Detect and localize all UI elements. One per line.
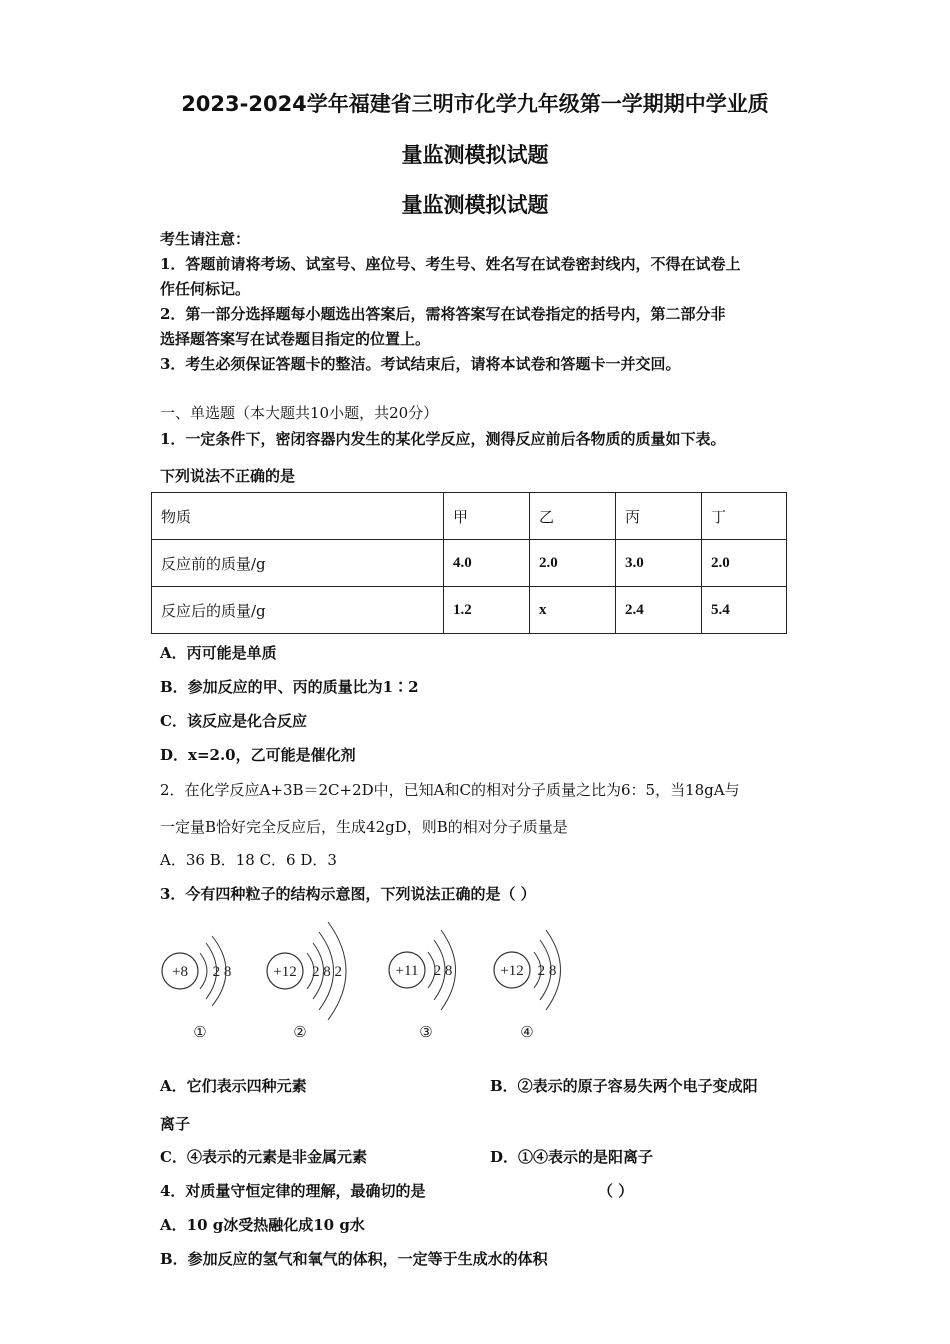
question-1-option-a: A．丙可能是单质 [160,644,277,662]
question-1-stem-cont: 下列说法不正确的是 [160,467,296,485]
electron-shells: 2 8 [537,963,557,979]
question-3-option-b-cont: 离子 [160,1115,191,1133]
particle-diagram-2 [267,922,346,1041]
table-header-cell: 丙 [616,493,702,540]
question-3-option-a: A．它们表示四种元素 [160,1077,307,1095]
electron-shells: 2 8 [212,964,232,980]
question-3-option-c: C．④表示的元素是非金属元素 [160,1148,367,1166]
table-header-cell: 乙 [530,493,616,540]
question-1-stem: 1．一定条件下，密闭容器内发生的某化学反应，测得反应前后各物质的质量如下表。 [160,430,726,448]
notice-item: 选择题答案写在试卷题目指定的位置上。 [160,330,431,348]
table-cell: 反应后的质量/g [152,587,444,634]
table-cell: 2.0 [702,540,787,587]
notice-item: 3．考生必须保证答题卡的整洁。考试结束后，请将本试卷和答题卡一并交回。 [160,355,681,373]
atomic-structure-diagrams [150,918,580,1053]
document-title-line2: 量监测模拟试题 [401,143,549,167]
table-cell: x [530,587,616,634]
question-2-options: A．36 B．18 C．6 D．3 [160,851,337,869]
nucleus-charge: +8 [172,964,188,980]
table-cell: 反应前的质量/g [152,540,444,587]
question-1-option-b: B．参加反应的甲、丙的质量比为1∶2 [160,678,419,696]
electron-shells: 2 8 2 [312,964,342,980]
particle-label: ④ [520,1025,534,1041]
nucleus-charge: +12 [273,964,297,980]
notice-heading: 考生请注意： [160,230,251,248]
table-row [152,587,787,634]
question-4-option-a: A．10 g冰受热融化成10 g水 [160,1216,365,1234]
notice-item: 2．第一部分选择题每小题选出答案后，需将答案写在试卷指定的括号内，第二部分非 [160,305,726,323]
document-title-line1: 2023-2024学年福建省三明市化学九年级第一学期期中学业质 [181,92,769,116]
table-header-cell: 丁 [702,493,787,540]
question-4-option-b: B．参加反应的氢气和氧气的体积，一定等于生成水的体积 [160,1250,548,1268]
particle-label: ② [293,1025,307,1041]
table-header-cell: 甲 [444,493,530,540]
question-2-stem: 2．在化学反应A+3B＝2C+2D中，已知A和C的相对分子质量之比为6：5，当18gA与 [160,781,740,799]
question-1-option-d: D．x=2.0，乙可能是催化剂 [160,746,356,764]
table-cell: 3.0 [616,540,702,587]
question-3-stem: 3．今有四种粒子的结构示意图，下列说法正确的是（ ） [160,885,536,903]
table-cell: 1.2 [444,587,530,634]
answer-bracket: （ ） [598,1182,634,1200]
table-row [152,493,787,540]
nucleus-charge: +12 [500,963,524,979]
table-header-cell: 物质 [152,493,444,540]
table-cell: 2.4 [616,587,702,634]
table-row [152,540,787,587]
particle-diagram-4 [494,930,561,1041]
question-3-option-d: D．①④表示的是阳离子 [490,1148,654,1166]
particle-diagram-1 [162,936,231,1041]
section-heading: 一、单选题（本大题共10小题，共20分） [160,404,439,422]
document-title-line3: 量监测模拟试题 [401,193,549,217]
question-1-option-c: C．该反应是化合反应 [160,712,307,730]
electron-shells: 2 8 [433,963,453,979]
table-cell: 5.4 [702,587,787,634]
notice-item: 1．答题前请将考场、试室号、座位号、考生号、姓名写在试卷密封线内，不得在试卷上 [160,255,741,273]
question-4-stem: 4．对质量守恒定律的理解，最确切的是 [160,1182,426,1200]
nucleus-charge: +11 [395,963,419,979]
question-3-option-b: B．②表示的原子容易失两个电子变成阳 [490,1077,758,1095]
table-cell: 4.0 [444,540,530,587]
table-cell: 2.0 [530,540,616,587]
mass-table [151,492,787,634]
question-2-stem-cont: 一定量B恰好完全反应后，生成42gD，则B的相对分子质量是 [160,818,568,836]
particle-label: ① [193,1025,207,1041]
particle-diagram-3 [389,930,456,1041]
particle-label: ③ [419,1025,433,1041]
notice-item: 作任何标记。 [160,280,251,298]
